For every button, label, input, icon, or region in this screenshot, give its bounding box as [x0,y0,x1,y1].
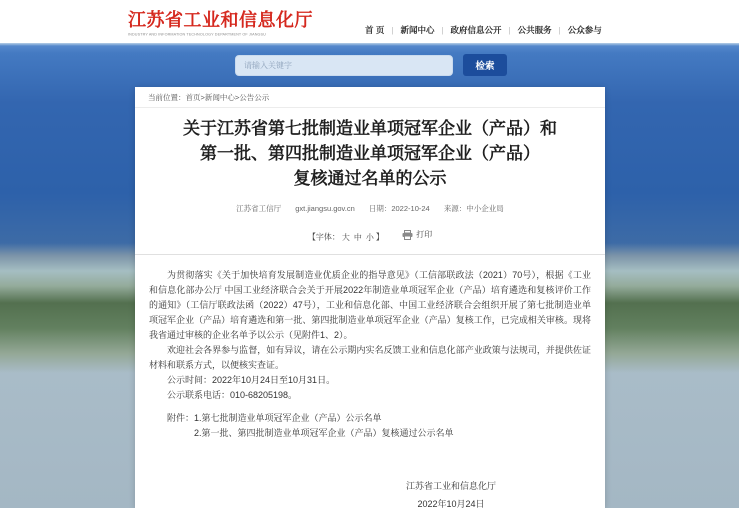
attachments-section [149,411,591,441]
search-button[interactable]: 检索 [463,54,507,76]
font-size-small-button[interactable]: 小 [365,232,374,242]
paragraph-1: 为贯彻落实《关于加快培育发展制造业优质企业的指导意见》（工信部联政法（2021）70号），根据《工业和信息化部办公厅 中国工业经济联合会关于开展2022年制造业单项冠军企业（产品）培育遴选和复核评价工作的通知》（工信厅联政法函（2022）47号），工业和信息化部、中国工业经济联合会组织开展了第七批制造业单项冠军企业（产品）培育遴选和第一批、第四批制造业单项冠军企业（产品）复核工作，已完成相关审核。现将我省通过审核的企业名单予以公示（见附件1、2）。 [149,269,591,340]
nav-separator: | [558,25,561,35]
breadcrumb-label: 当前位置： [148,93,186,102]
page-title [151,116,589,191]
paragraph-publicity-period: 公示时间：2022年10月24日至10月31日。 [167,374,336,385]
font-size-label-prefix: 【字体： [307,232,340,242]
paragraph-contact-phone: 公示联系电话：010-68205198。 [167,389,298,400]
search-bar [235,54,507,76]
meta-date: 日期：2022-10-24 [368,204,430,213]
print-label: 打印 [416,230,433,239]
main-nav [365,24,602,36]
attachment-link-1[interactable]: 1.第七批制造业单项冠军企业（产品）公示名单 [194,412,382,423]
nav-separator: | [508,25,511,35]
nav-item-public-participation[interactable]: 公众参与 [567,25,602,35]
article-toolbar [151,229,589,243]
nav-separator: | [391,25,394,35]
page-title-line-1: 关于江苏省第七批制造业单项冠军企业（产品）和 [183,119,557,138]
content-card [135,87,605,508]
attachment-link-2[interactable]: 2.第一批、第四批制造业单项冠军企业（产品）复核通过公示名单 [194,427,454,438]
meta-source: 来源：中小企业局 [443,204,504,213]
site-logo-title[interactable]: 江苏省工业和信息化厅 [128,10,313,30]
article-body [135,255,605,508]
site-logo[interactable] [128,6,351,39]
page-title-line-3: 复核通过名单的公示 [293,169,447,188]
site-header [0,0,739,43]
signature-block [341,477,561,508]
article-header [135,108,605,255]
meta-site-url: gxt.jiangsu.gov.cn [295,204,355,213]
breadcrumb [135,87,605,108]
nav-separator: | [441,25,444,35]
page-title-line-2: 第一批、第四批制造业单项冠军企业（产品） [200,144,540,163]
font-size-large-button[interactable]: 大 [341,232,350,242]
font-size-label-suffix: 】 [375,232,384,242]
site-logo-subtitle: INDUSTRY AND INFORMATION TECHNOLOGY DEPARTMENT OF JIANGSU [128,33,266,37]
print-icon [402,230,413,240]
signature-date: 2022年10月24日 [417,498,485,508]
signature-org: 江苏省工业和信息化厅 [405,480,496,491]
nav-item-public-service[interactable]: 公共服务 [517,25,552,35]
attachments-label: 附件： [167,412,195,423]
article-meta [151,203,589,214]
breadcrumb-path[interactable]: 首页>新闻中心>公告公示 [185,93,270,102]
nav-item-gov-info-disclosure[interactable]: 政府信息公开 [450,25,502,35]
nav-item-news-center[interactable]: 新闻中心 [400,25,435,35]
search-input[interactable] [235,55,453,76]
nav-item-home[interactable]: 首 页 [365,25,385,35]
paragraph-2: 欢迎社会各界参与监督，如有异议，请在公示期内实名反馈工业和信息化部产业政策与法规司，并提供佐证材料和联系方式，以便核实查证。 [149,344,591,370]
print-button[interactable] [402,229,432,240]
font-size-medium-button[interactable]: 中 [353,232,362,242]
meta-publisher: 江苏省工信厅 [236,204,282,213]
attachments-list [194,411,454,441]
